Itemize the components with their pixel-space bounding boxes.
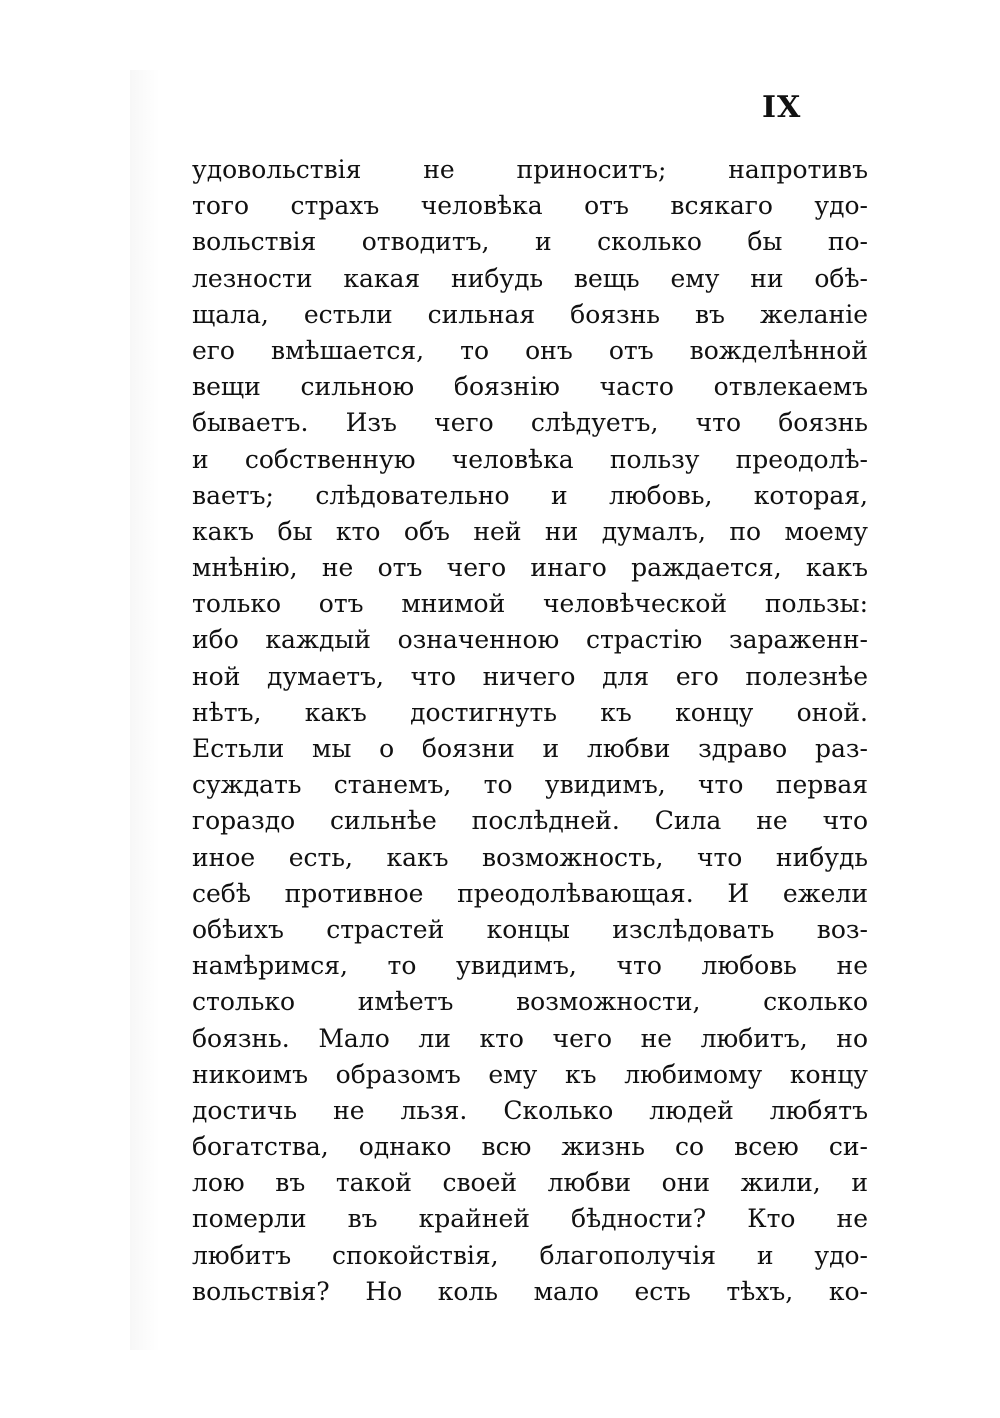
text-line: суждать станемъ, то увидимъ, что первая [192, 770, 868, 800]
text-line: померли въ крайней бѣдности? Кто не [192, 1204, 868, 1234]
text-line: иное есть, какъ возможность, что нибудь [192, 842, 868, 872]
text-line: богатства, однако всю жизнь со всею си- [192, 1132, 868, 1162]
text-line: достичь не льзя. Сколько людей любятъ [192, 1095, 868, 1125]
text-line: вольствія? Но коль мало есть тѣхъ, ко- [192, 1276, 868, 1306]
text-line: только отъ мнимой человѣческой пользы: [192, 589, 868, 619]
text-line: боязнь. Мало ли кто чего не любитъ, но [192, 1023, 868, 1053]
page-number: IX [762, 90, 802, 125]
text-line: нѣтъ, какъ достигнуть къ концу оной. [192, 697, 868, 727]
text-line: бываетъ. Изъ чего слѣдуетъ, что боязнь [192, 408, 868, 438]
text-line: намѣримся, то увидимъ, что любовь не [192, 951, 868, 981]
text-line: ибо каждый означенною страстію зараженн- [192, 625, 868, 655]
text-line: лезности какая нибудь вещь ему ни обѣ- [192, 263, 868, 293]
text-line: ной думаетъ, что ничего для его полезнѣе [192, 661, 868, 691]
text-line: того страхъ человѣка отъ всякаго удо- [192, 191, 868, 221]
text-line: любитъ спокойствія, благополучія и удо- [192, 1240, 868, 1270]
text-line: никоимъ образомъ ему къ любимому концу [192, 1059, 868, 1089]
text-line: столько имѣетъ возможности, сколько [192, 987, 868, 1017]
text-line: какъ бы кто объ ней ни думалъ, по моему [192, 516, 868, 546]
text-line: Естьли мы о боязни и любви здраво раз- [192, 734, 868, 763]
text-line: его вмѣшается, то онъ отъ вожделѣнной [192, 335, 868, 365]
text-line: вольствія отводитъ, и сколько бы по- [192, 227, 868, 257]
text-line: лою въ такой своей любви они жили, и [192, 1168, 868, 1198]
text-line: вещи сильною боязнію часто отвлекаемъ [192, 372, 868, 402]
text-line: щала, естьли сильная боязнь въ желаніе [192, 299, 868, 329]
text-line: обѣихъ страстей концы изслѣдовать воз- [192, 914, 868, 944]
text-line: мнѣнію, не отъ чего инаго раждается, какъ [192, 553, 868, 583]
text-line: гораздо сильнѣе послѣдней. Сила не что [192, 806, 868, 836]
text-line: себѣ противное преодолѣвающая. И ежели [192, 878, 868, 908]
page-gutter-shadow [130, 70, 160, 1350]
text-line: удовольствія не приноситъ; напротивъ [192, 155, 868, 184]
text-line: ваетъ; слѣдовательно и любовь, которая, [192, 480, 868, 510]
body-text [192, 152, 868, 1310]
text-line: и собственную человѣка пользу преодолѣ- [192, 444, 868, 474]
